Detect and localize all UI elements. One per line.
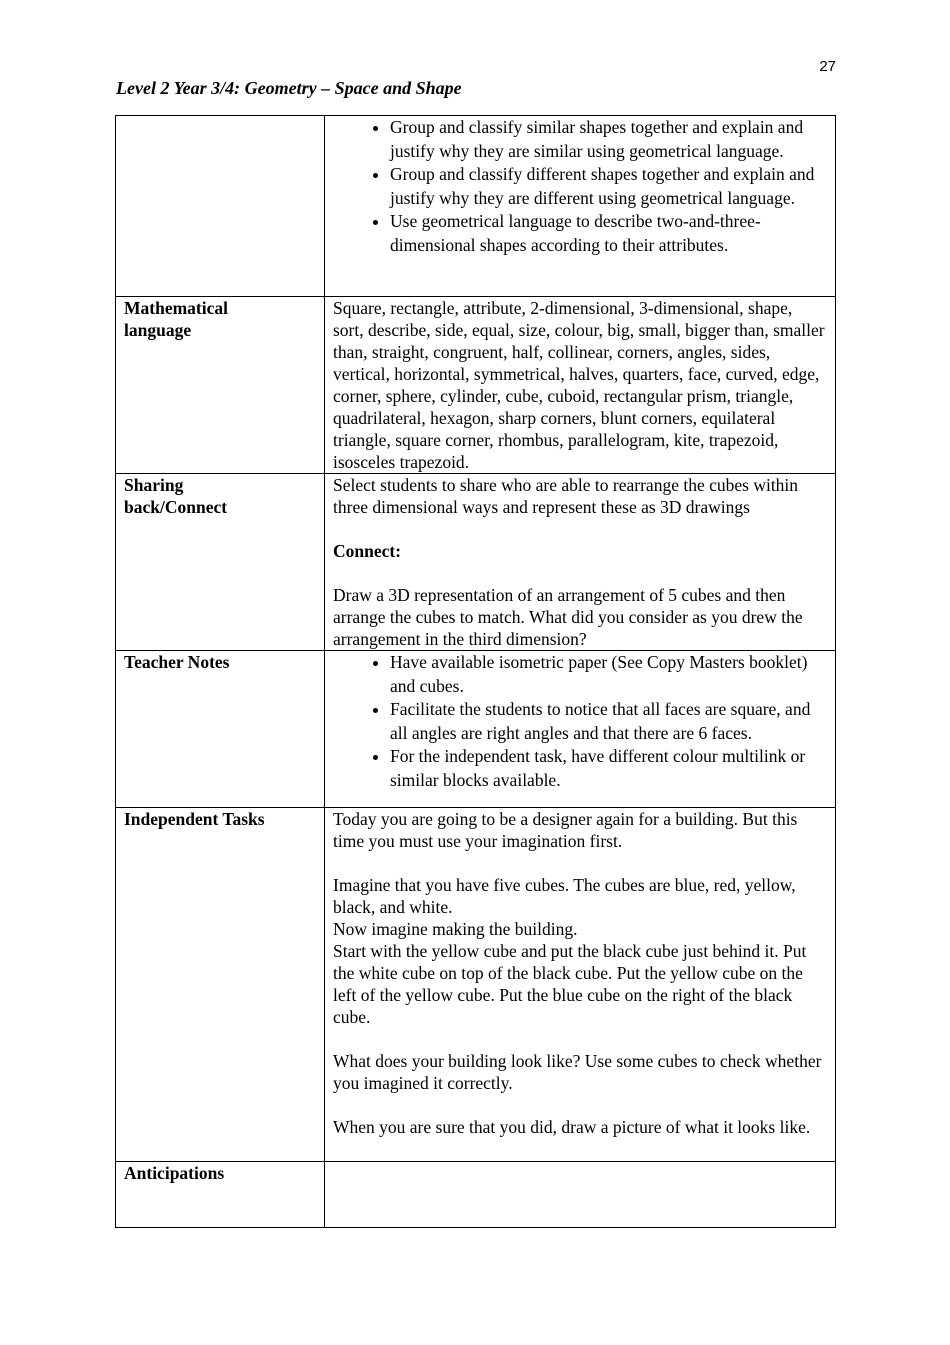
anticipations-label: Anticipations [116, 1162, 325, 1228]
task-paragraph: Now imagine making the building. [333, 919, 578, 939]
page-title: Level 2 Year 3/4: Geometry – Space and Shape [116, 78, 462, 98]
task-paragraph: Start with the yellow cube and put the black cube just behind it. Put the white cube on top of the black cube. Put the yellow cube on the left of the yellow cube. Put the blue cube on the right of the black cube. [333, 941, 807, 1027]
list-item: • Group and classify different shapes together and explain and justify why they are different using geometrical language. [390, 163, 827, 210]
connect-heading: Connect: [333, 541, 402, 561]
math-language-label [116, 297, 325, 474]
page-number: 27 [819, 58, 836, 75]
independent-tasks-label: Independent Tasks [116, 808, 325, 1162]
vocabulary-text: Square, rectangle, attribute, 2-dimensional, 3-dimensional, shape, sort, describe, side, equal, size, colour, big, small, bigger than, smaller than, straight, congruent, half, collinear, corners, angles, sides, vertical, horizontal, symmetrical, halves, quarters, face, curved, edge, corner, sphere, cylinder, cube, cuboid, rectangular prism, triangle, quadrilateral, hexagon, sharp corners, blunt corners, equilateral triangle, square corner, rhombus, parallelogram, kite, trapezoid, isosceles trapezoid. [333, 298, 825, 472]
list-item: • For the independent task, have different colour multilink or similar blocks available. [390, 745, 827, 792]
sharing-row [116, 474, 836, 651]
list-item: • Group and classify similar shapes together and explain and justify why they are similar using geometrical language. [390, 116, 827, 163]
anticipations-row [116, 1162, 836, 1228]
independent-tasks-row [116, 808, 836, 1162]
teacher-notes-label: Teacher Notes [116, 651, 325, 808]
objectives-list [333, 116, 827, 257]
list-item: • Have available isometric paper (See Copy Masters booklet) and cubes. [390, 651, 827, 698]
math-language-label-line2: language [124, 320, 192, 340]
sharing-content [325, 474, 836, 651]
sharing-label-line2: back/Connect [124, 497, 228, 517]
math-language-content [325, 297, 836, 474]
list-item: • Use geometrical language to describe two-and-three-dimensional shapes according to their attributes. [390, 210, 827, 257]
math-language-label-line1: Mathematical [124, 298, 228, 318]
connect-paragraph: Draw a 3D representation of an arrangement of 5 cubes and then arrange the cubes to match. What did you consider as you drew the arrangement in the third dimension? [333, 585, 803, 649]
sharing-label-line1: Sharing [124, 475, 184, 495]
task-paragraph: What does your building look like? Use some cubes to check whether you imagined it correctly. [333, 1051, 822, 1093]
list-item: • Facilitate the students to notice that all faces are square, and all angles are right angles and that there are 6 faces. [390, 698, 827, 745]
teacher-notes-content [325, 651, 836, 808]
independent-tasks-content [325, 808, 836, 1162]
lesson-plan-table [115, 115, 836, 1228]
intro-content-cell [325, 116, 836, 297]
intro-label-cell [116, 116, 325, 297]
task-paragraph: Imagine that you have five cubes. The cubes are blue, red, yellow, black, and white. [333, 875, 796, 917]
task-paragraph: Today you are going to be a designer again for a building. But this time you must use your imagination first. [333, 809, 798, 851]
teacher-notes-list [333, 651, 827, 792]
intro-row [116, 116, 836, 297]
task-paragraph: When you are sure that you did, draw a picture of what it looks like. [333, 1117, 811, 1137]
teacher-notes-row [116, 651, 836, 808]
math-language-row [116, 297, 836, 474]
sharing-label [116, 474, 325, 651]
sharing-paragraph: Select students to share who are able to rearrange the cubes within three dimensional ways and represent these as 3D drawings [333, 475, 799, 517]
anticipations-content [325, 1162, 836, 1228]
